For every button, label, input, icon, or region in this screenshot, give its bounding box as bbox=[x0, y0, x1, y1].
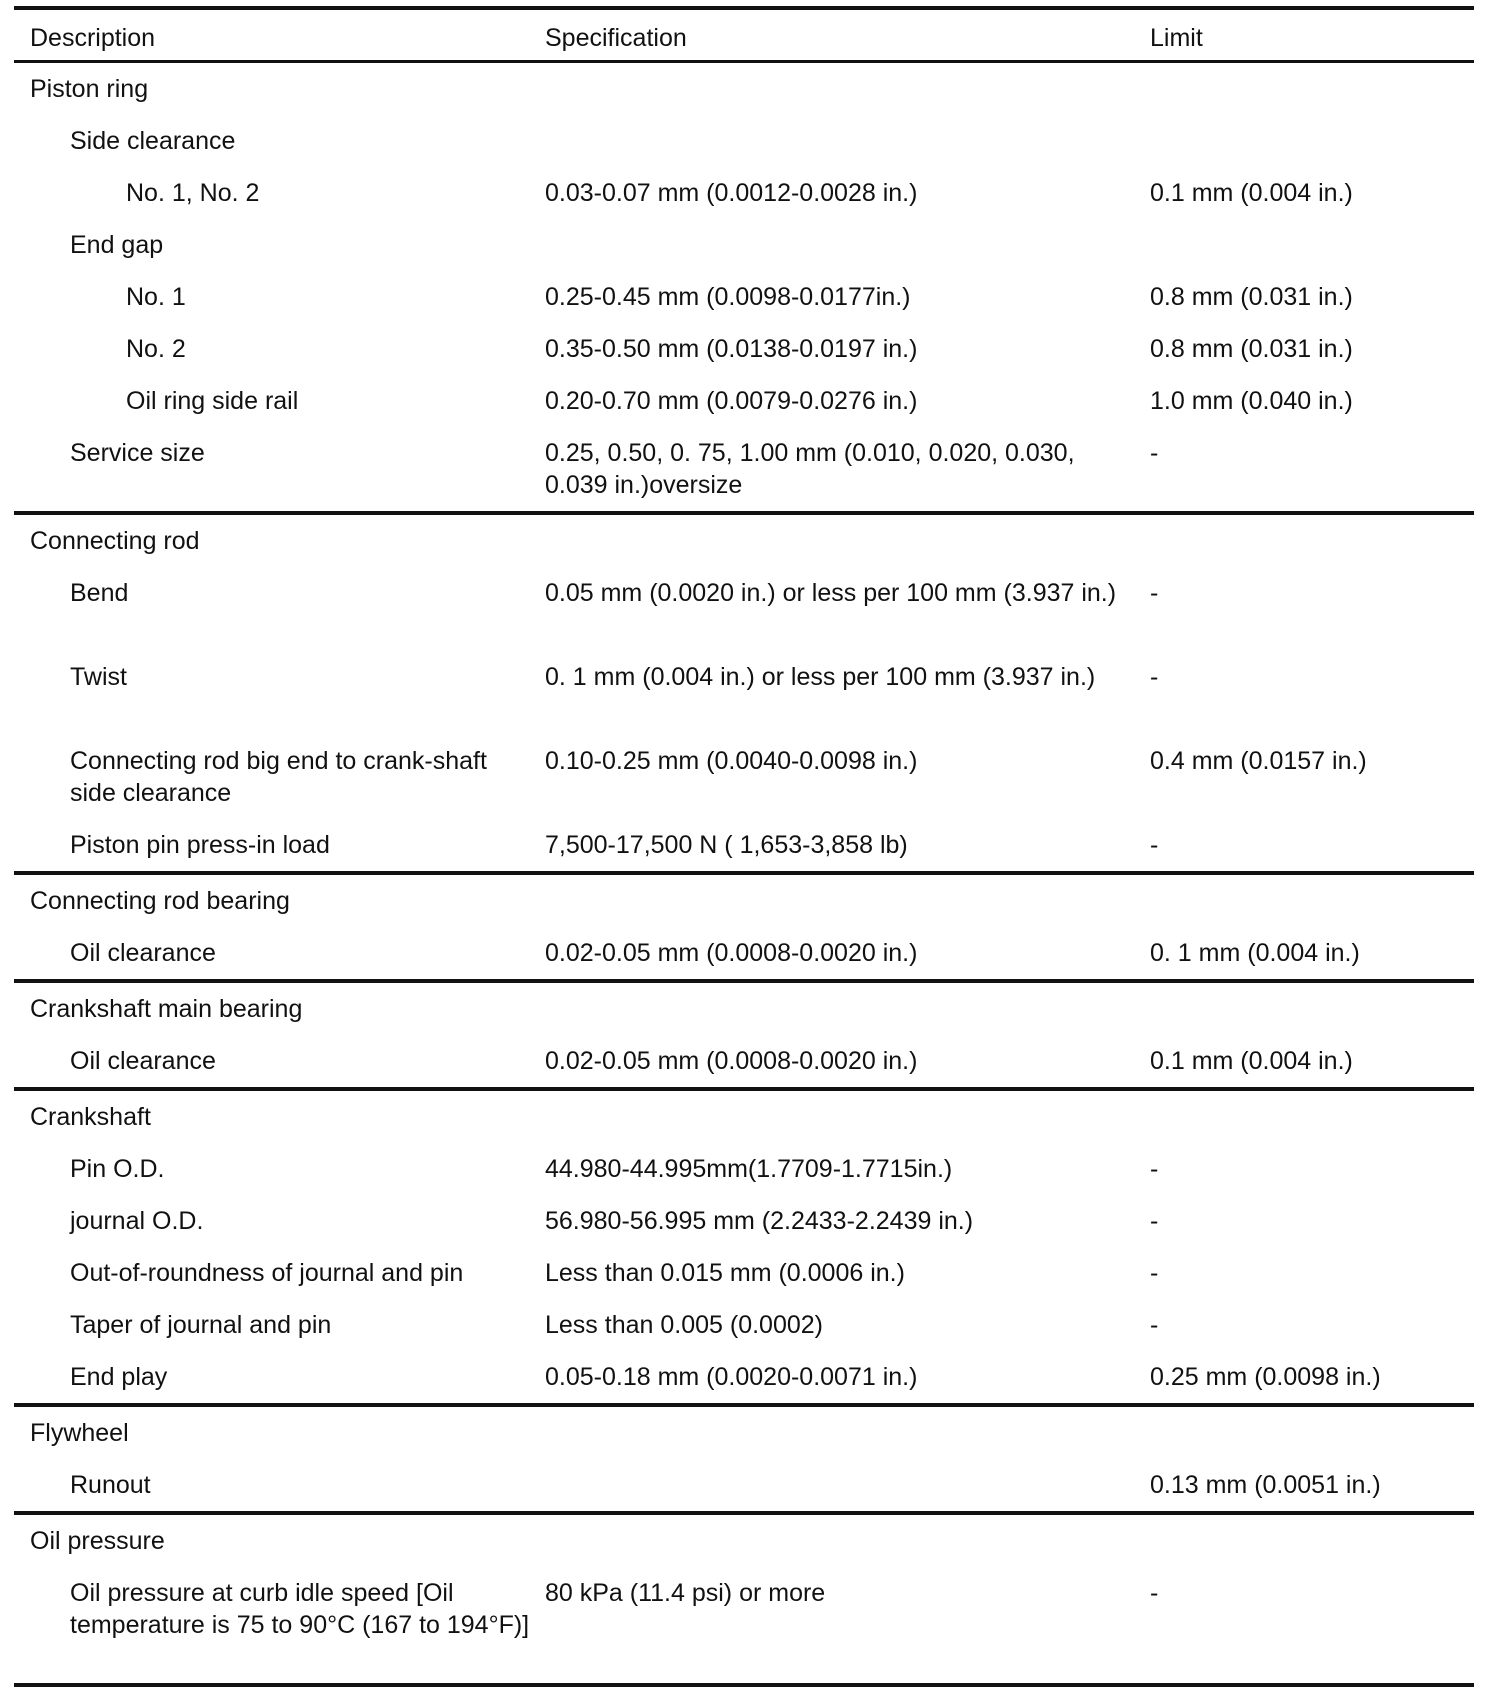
table-row bbox=[14, 735, 1474, 819]
row-description: journal O.D. bbox=[70, 1207, 204, 1235]
section-crankshaft-main-bearing bbox=[14, 983, 1474, 1091]
table-row bbox=[14, 427, 1474, 511]
row-description: Oil clearance bbox=[70, 939, 216, 967]
section-title-row bbox=[14, 1091, 1474, 1143]
row-limit: 0.25 mm (0.0098 in.) bbox=[1150, 1363, 1381, 1391]
row-specification: 0.35-0.50 mm (0.0138-0.0197 in.) bbox=[545, 335, 918, 363]
section-connecting-rod bbox=[14, 515, 1474, 875]
row-description: No. 1, No. 2 bbox=[126, 179, 260, 207]
section-flywheel bbox=[14, 1407, 1474, 1515]
row-limit: 0.1 mm (0.004 in.) bbox=[1150, 179, 1353, 207]
table-row bbox=[14, 1459, 1474, 1511]
row-specification: 0.02-0.05 mm (0.0008-0.0020 in.) bbox=[545, 1047, 918, 1075]
row-specification: 0.02-0.05 mm (0.0008-0.0020 in.) bbox=[545, 939, 918, 967]
row-specification: 0.25, 0.50, 0. 75, 1.00 mm (0.010, 0.020, 0.030, 0.039 in.)oversize bbox=[545, 439, 1075, 499]
row-limit: - bbox=[1150, 1259, 1159, 1287]
row-description: Runout bbox=[70, 1471, 151, 1499]
table-row bbox=[14, 1247, 1474, 1299]
row-description: End gap bbox=[70, 231, 164, 259]
row-specification: 56.980-56.995 mm (2.2433-2.2439 in.) bbox=[545, 1207, 974, 1235]
section-title: Oil pressure bbox=[30, 1527, 165, 1555]
section-piston-ring bbox=[14, 63, 1474, 515]
row-limit: 0.8 mm (0.031 in.) bbox=[1150, 283, 1353, 311]
header-limit: Limit bbox=[1150, 24, 1203, 52]
row-description: Oil pressure at curb idle speed [Oil temperature is 75 to 90°C (167 to 194°F)] bbox=[70, 1579, 530, 1639]
section-title-row bbox=[14, 983, 1474, 1035]
row-specification: 0.05-0.18 mm (0.0020-0.0071 in.) bbox=[545, 1363, 918, 1391]
row-description: Oil clearance bbox=[70, 1047, 216, 1075]
table-row bbox=[14, 271, 1474, 323]
row-specification bbox=[545, 125, 1150, 167]
section-title: Connecting rod bearing bbox=[30, 887, 290, 915]
row-limit: - bbox=[1150, 1155, 1159, 1183]
row-limit: - bbox=[1150, 439, 1159, 467]
row-description: No. 1 bbox=[126, 283, 186, 311]
row-specification: 44.980-44.995mm(1.7709-1.7715in.) bbox=[545, 1155, 953, 1183]
row-specification: 0.05 mm (0.0020 in.) or less per 100 mm (3.937 in.) bbox=[545, 579, 1117, 607]
section-title-row bbox=[14, 1515, 1474, 1567]
table-row bbox=[14, 1143, 1474, 1195]
section-title: Crankshaft bbox=[30, 1103, 151, 1131]
row-description: No. 2 bbox=[126, 335, 186, 363]
row-limit: - bbox=[1150, 1311, 1159, 1339]
section-title: Piston ring bbox=[30, 75, 149, 103]
row-limit: 0.8 mm (0.031 in.) bbox=[1150, 335, 1353, 363]
section-oil-pressure bbox=[14, 1515, 1474, 1687]
row-limit: 0.1 mm (0.004 in.) bbox=[1150, 1047, 1353, 1075]
table-row bbox=[14, 323, 1474, 375]
table-row bbox=[14, 819, 1474, 871]
row-specification bbox=[545, 1469, 1150, 1511]
section-title: Flywheel bbox=[30, 1419, 129, 1447]
row-limit bbox=[1150, 229, 1474, 271]
section-title: Crankshaft main bearing bbox=[30, 995, 303, 1023]
row-limit: - bbox=[1150, 663, 1159, 691]
row-description: Twist bbox=[70, 663, 127, 691]
row-description: Service size bbox=[70, 439, 205, 467]
row-limit: - bbox=[1150, 1207, 1159, 1235]
section-title-row bbox=[14, 1407, 1474, 1459]
section-title-row bbox=[14, 515, 1474, 567]
row-description: Connecting rod big end to crank-shaft side clearance bbox=[70, 747, 487, 807]
row-limit: 0. 1 mm (0.004 in.) bbox=[1150, 939, 1360, 967]
row-limit: - bbox=[1150, 1579, 1159, 1607]
section-title-row bbox=[14, 875, 1474, 927]
row-specification: 0.20-0.70 mm (0.0079-0.0276 in.) bbox=[545, 387, 918, 415]
table-row bbox=[14, 167, 1474, 219]
row-limit bbox=[1150, 125, 1474, 167]
row-description: Pin O.D. bbox=[70, 1155, 165, 1183]
row-specification: Less than 0.015 mm (0.0006 in.) bbox=[545, 1259, 905, 1287]
row-description: Oil ring side rail bbox=[126, 387, 299, 415]
header-description: Description bbox=[30, 24, 156, 52]
row-limit: 0.13 mm (0.0051 in.) bbox=[1150, 1471, 1381, 1499]
spec-table bbox=[14, 6, 1474, 1687]
table-row bbox=[14, 927, 1474, 979]
row-description: Piston pin press-in load bbox=[70, 831, 330, 859]
row-description: Side clearance bbox=[70, 127, 236, 155]
row-description: Out-of-roundness of journal and pin bbox=[70, 1259, 464, 1287]
row-description: End play bbox=[70, 1363, 168, 1391]
row-limit: - bbox=[1150, 579, 1159, 607]
section-title-row bbox=[14, 63, 1474, 115]
row-limit: - bbox=[1150, 831, 1159, 859]
row-specification: 0.25-0.45 mm (0.0098-0.0177in.) bbox=[545, 283, 911, 311]
table-row bbox=[14, 651, 1474, 735]
row-description: Taper of journal and pin bbox=[70, 1311, 332, 1339]
table-row bbox=[14, 219, 1474, 271]
row-specification: 7,500-17,500 N ( 1,653-3,858 lb) bbox=[545, 831, 908, 859]
row-specification: Less than 0.005 (0.0002) bbox=[545, 1311, 823, 1339]
row-specification bbox=[545, 229, 1150, 271]
row-limit: 1.0 mm (0.040 in.) bbox=[1150, 387, 1353, 415]
table-row bbox=[14, 375, 1474, 427]
table-header bbox=[14, 10, 1474, 63]
row-specification: 0. 1 mm (0.004 in.) or less per 100 mm (3.937 in.) bbox=[545, 663, 1096, 691]
table-row bbox=[14, 1195, 1474, 1247]
table-row bbox=[14, 1351, 1474, 1403]
row-specification: 0.10-0.25 mm (0.0040-0.0098 in.) bbox=[545, 747, 918, 775]
table-row bbox=[14, 567, 1474, 651]
section-title: Connecting rod bbox=[30, 527, 200, 555]
row-limit: 0.4 mm (0.0157 in.) bbox=[1150, 747, 1367, 775]
section-crankshaft bbox=[14, 1091, 1474, 1407]
row-specification: 0.03-0.07 mm (0.0012-0.0028 in.) bbox=[545, 179, 918, 207]
table-row bbox=[14, 1567, 1474, 1683]
table-row bbox=[14, 1299, 1474, 1351]
row-description: Bend bbox=[70, 579, 129, 607]
row-specification: 80 kPa (11.4 psi) or more bbox=[545, 1579, 826, 1607]
header-specification: Specification bbox=[545, 24, 687, 52]
table-row bbox=[14, 1035, 1474, 1087]
table-row bbox=[14, 115, 1474, 167]
section-connecting-rod-bearing bbox=[14, 875, 1474, 983]
